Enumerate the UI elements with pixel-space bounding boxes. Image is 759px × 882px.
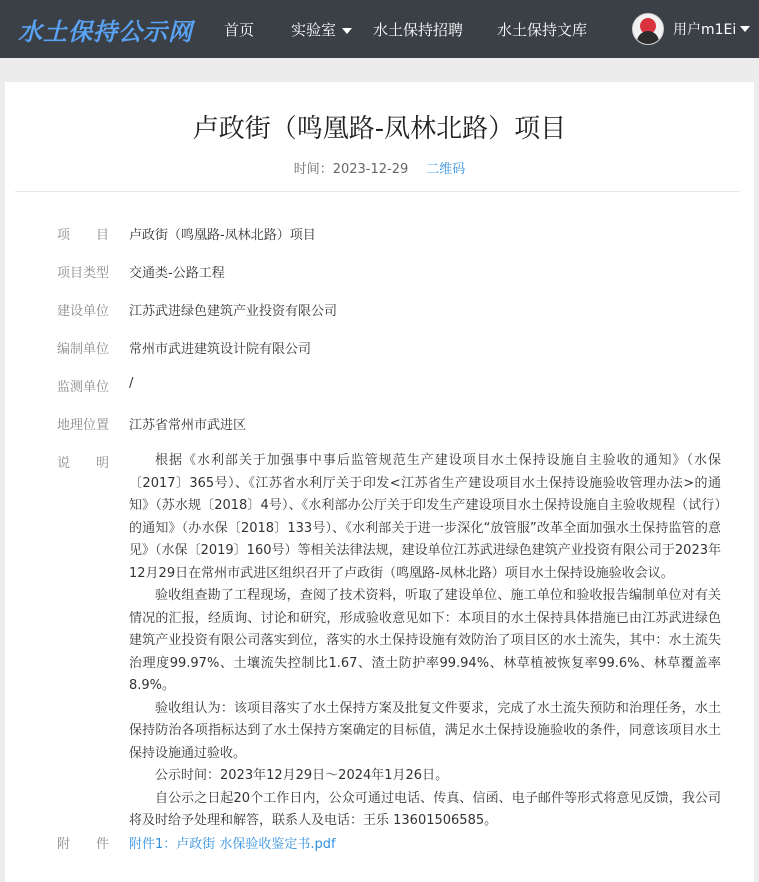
description-paragraph: 根据《水利部关于加强事中事后监管规范生产建设项目水土保持设施自主验收的通知》（水保〔2017〕365号）、《江苏省水利厅关于印发<江苏省生产建设项目水土保持设施验收管理办法>的通知》（苏水规〔2018〕4号）、《水利部办公厅关于印发生产建设项目水土保持设施自主验收规程（试行）的通知》（办水保〔2018〕133号）、《水利部关于进一步深化“放管服”改革全面加强水土保持监管的意见》（水保〔2019〕160号）等相关法律法规，建设单位江苏武进绿色建筑产业投资有限公司于2023年12月29日在常州市武进区组织召开了卢政街（鸣凰路-凤林北路）项目水土保持设施验收会议。 [129, 453, 721, 581]
description-paragraph: 验收组认为：该项目落实了水土保持方案及批复文件要求，完成了水土流失预防和治理任务，水土保持防治各项指标达到了水土保持方案确定的目标值，满足水土保持设施验收的条件，同意该项目水土保持设施通过验收。 [129, 700, 721, 761]
field-value: 江苏省常州市武进区 [129, 418, 247, 433]
field-label: 地理位置 [57, 418, 110, 433]
article-card [5, 82, 754, 882]
nav-jobs[interactable]: 水土保持招聘 [373, 21, 464, 39]
nav-lab[interactable] [291, 19, 352, 40]
field-label: 项 目 [57, 228, 110, 243]
avatar [632, 13, 664, 45]
nav-home[interactable]: 首页 [224, 21, 255, 39]
field-value: 常州市武进建筑设计院有限公司 [129, 342, 312, 357]
field-value: 交通类-公路工程 [129, 266, 225, 281]
chevron-down-icon [342, 28, 352, 34]
field-label: 监测单位 [57, 380, 110, 395]
description-paragraph: 验收组查勘了工程现场，查阅了技术资料，听取了建设单位、施工单位和验收报告编制单位对有关情况的汇报，经质询、讨论和研究，形成验收意见如下：本项目的水土保持具体措施已由江苏武进绿色建筑产业投资有限公司落实到位，落实的水土保持设施有效防治了项目区的水土流失，其中：水土流失治理度99.97%、土壤流失控制比1.67、渣土防护率99.94%、林草植被恢复率99.6%、林草覆盖率8.9%。 [129, 588, 721, 693]
description-paragraph: 公示时间：2023年12月29日～2024年1月26日。 [155, 768, 449, 783]
field-label: 建设单位 [57, 304, 110, 319]
publish-time: 时间：2023-12-29 [293, 162, 409, 177]
chevron-down-icon [740, 26, 750, 32]
attachment-link[interactable]: 附件1：卢政街 水保验收鉴定书.pdf [129, 837, 336, 852]
description-text [129, 450, 721, 833]
nav-library[interactable]: 水土保持文库 [497, 21, 588, 39]
top-navbar [0, 0, 759, 58]
article-meta [5, 158, 754, 177]
field-value: 卢政街（鸣凰路-凤林北路）项目 [129, 228, 316, 243]
field-label: 项目类型 [57, 266, 110, 281]
field-label: 说 明 [57, 456, 110, 471]
nav-lab-label: 实验室 [291, 21, 337, 39]
site-logo[interactable]: 水土保持公示网 [18, 18, 193, 46]
field-value: 江苏武进绿色建筑产业投资有限公司 [129, 304, 338, 319]
page-title: 卢政街（鸣凰路-凤林北路）项目 [192, 114, 567, 144]
field-label: 附 件 [57, 837, 110, 852]
description-paragraph: 自公示之日起20个工作日内，公众可通过电话、传真、信函、电子邮件等形式将意见反馈，我公司将及时给予处理和解答，联系人及电话：王乐 13601506585。 [129, 790, 721, 828]
field-value: / [129, 376, 134, 391]
divider [15, 191, 740, 192]
field-label: 编制单位 [57, 342, 110, 357]
qr-code-link[interactable]: 二维码 [426, 162, 466, 177]
user-name: 用户m1Ei [673, 22, 737, 38]
